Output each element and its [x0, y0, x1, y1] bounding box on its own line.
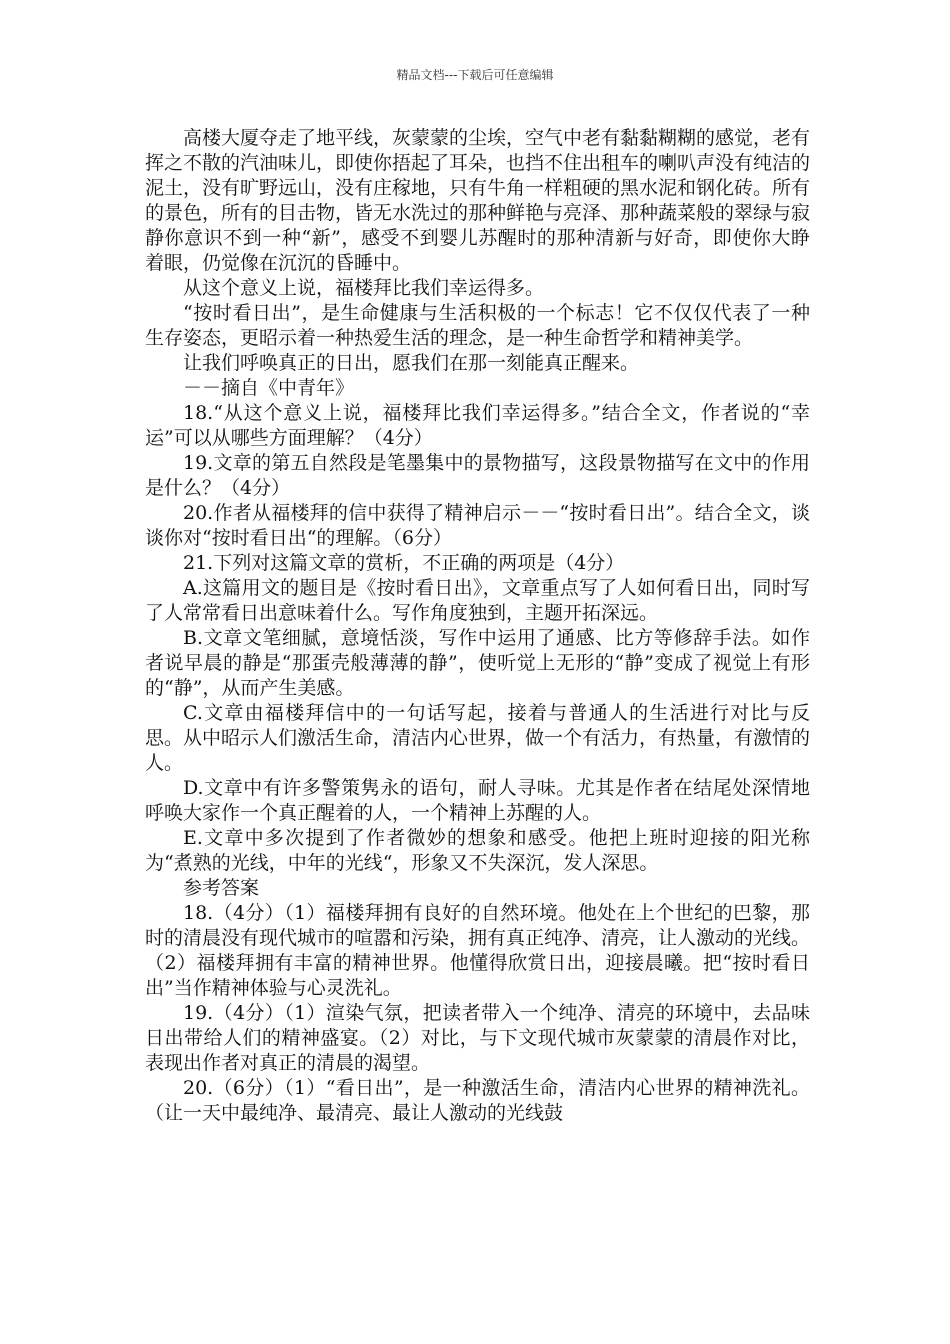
paragraph: 从这个意义上说，福楼拜比我们幸运得多。 — [183, 277, 545, 299]
answer-19: 19.（4分）（1）渲染气氛，把读者带入一个纯净、清亮的环境中，去品味日出带给人们的精神盛宴。（2）对比，与下文现代城市灰蒙蒙的清晨作对比，表现出作者对真正的清晨的渴望。 — [145, 1002, 810, 1074]
option-c: C.文章由福楼拜信中的一句话写起，接着与普通人的生活进行对比与反思。从中昭示人们激活生命，清洁内心世界，做一个有活力，有热量，有激情的人。 — [145, 702, 811, 774]
answer-20: 20.（6分）（1）“看日出”，是一种激活生命，清洁内心世界的精神洗礼。（让一天中最纯净、最清亮、最让人激动的光线鼓 — [145, 1077, 810, 1124]
question-21: 21.下列对这篇文章的赏析，不正确的两项是（4分） — [183, 552, 625, 574]
option-b: B.文章文笔细腻，意境恬淡，写作中运用了通感、比方等修辞手法。如作者说早晨的静是“那蛋壳般薄薄的静”，使听觉上无形的“静”变成了视觉上有形的“静”，从而产生美感。 — [145, 627, 810, 699]
option-a: A.这篇用文的题目是《按时看日出》，文章重点写了人如何看日出，同时写了人常常看日出意味着什么。写作角度独到，主题开拓深远。 — [145, 577, 810, 624]
page-header: 精品文档---下载后可任意编辑 — [396, 68, 554, 82]
paragraph: 高楼大厦夺走了地平线，灰蒙蒙的尘埃，空气中老有黏黏糊糊的感觉，老有挥之不散的汽油味儿，即使你捂起了耳朵，也挡不住出租车的喇叭声没有纯洁的泥土，没有旷野远山，没有庄稼地，只有牛角一样粗硬的黑水泥和钢化砖。所有的景色，所有的目击物，皆无水洗过的那种鲜艳与亮泽、那种蔬菜般的翠绿与寂静你意识不到一种“新”，感受不到婴儿苏醒时的那种清新与好奇，即使你大睁着眼，仍觉像在沉沉的昏睡中。 — [145, 127, 811, 274]
paragraph: “按时看日出”，是生命健康与生活积极的一个标志！它不仅仅代表了一种生存姿态，更昭示着一种热爱生活的理念，是一种生命哲学和精神美学。 — [145, 302, 810, 349]
answers-heading: 参考答案 — [183, 877, 260, 899]
question-20: 20.作者从福楼拜的信中获得了精神启示－－“按时看日出”。结合全文，谈谈你对“按时看日出“的理解。（6分） — [145, 502, 810, 549]
question-18: 18.“从这个意义上说，福楼拜比我们幸运得多。”结合全文，作者说的“幸运”可以从哪些方面理解？（4分） — [145, 402, 810, 449]
question-19: 19.文章的第五自然段是笔墨集中的景物描写，这段景物描写在文中的作用是什么？（4分） — [145, 452, 810, 499]
option-d: D.文章中有许多警策隽永的语句，耐人寻味。尤其是作者在结尾处深情地呼唤大家作一个真正醒着的人，一个精神上苏醒的人。 — [145, 777, 810, 824]
source-attribution: －－摘自《中青年》 — [183, 377, 355, 399]
paragraph: 让我们呼唤真正的日出，愿我们在那一刻能真正醒来。 — [183, 352, 640, 374]
answer-18: 18.（4分）（1）福楼拜拥有良好的自然环境。他处在上个世纪的巴黎，那时的清晨没有现代城市的喧嚣和污染，拥有真正纯净、清亮，让人激动的光线。（2）福楼拜拥有丰富的精神世界。他懂得欣赏日出，迎接晨曦。把“按时看日出”当作精神体验与心灵洗礼。 — [145, 902, 811, 999]
document-body — [145, 126, 810, 1126]
option-e: E.文章中多次提到了作者微妙的想象和感受。他把上班时迎接的阳光称为“煮熟的光线，中年的光线“，形象又不失深沉，发人深思。 — [145, 827, 810, 874]
